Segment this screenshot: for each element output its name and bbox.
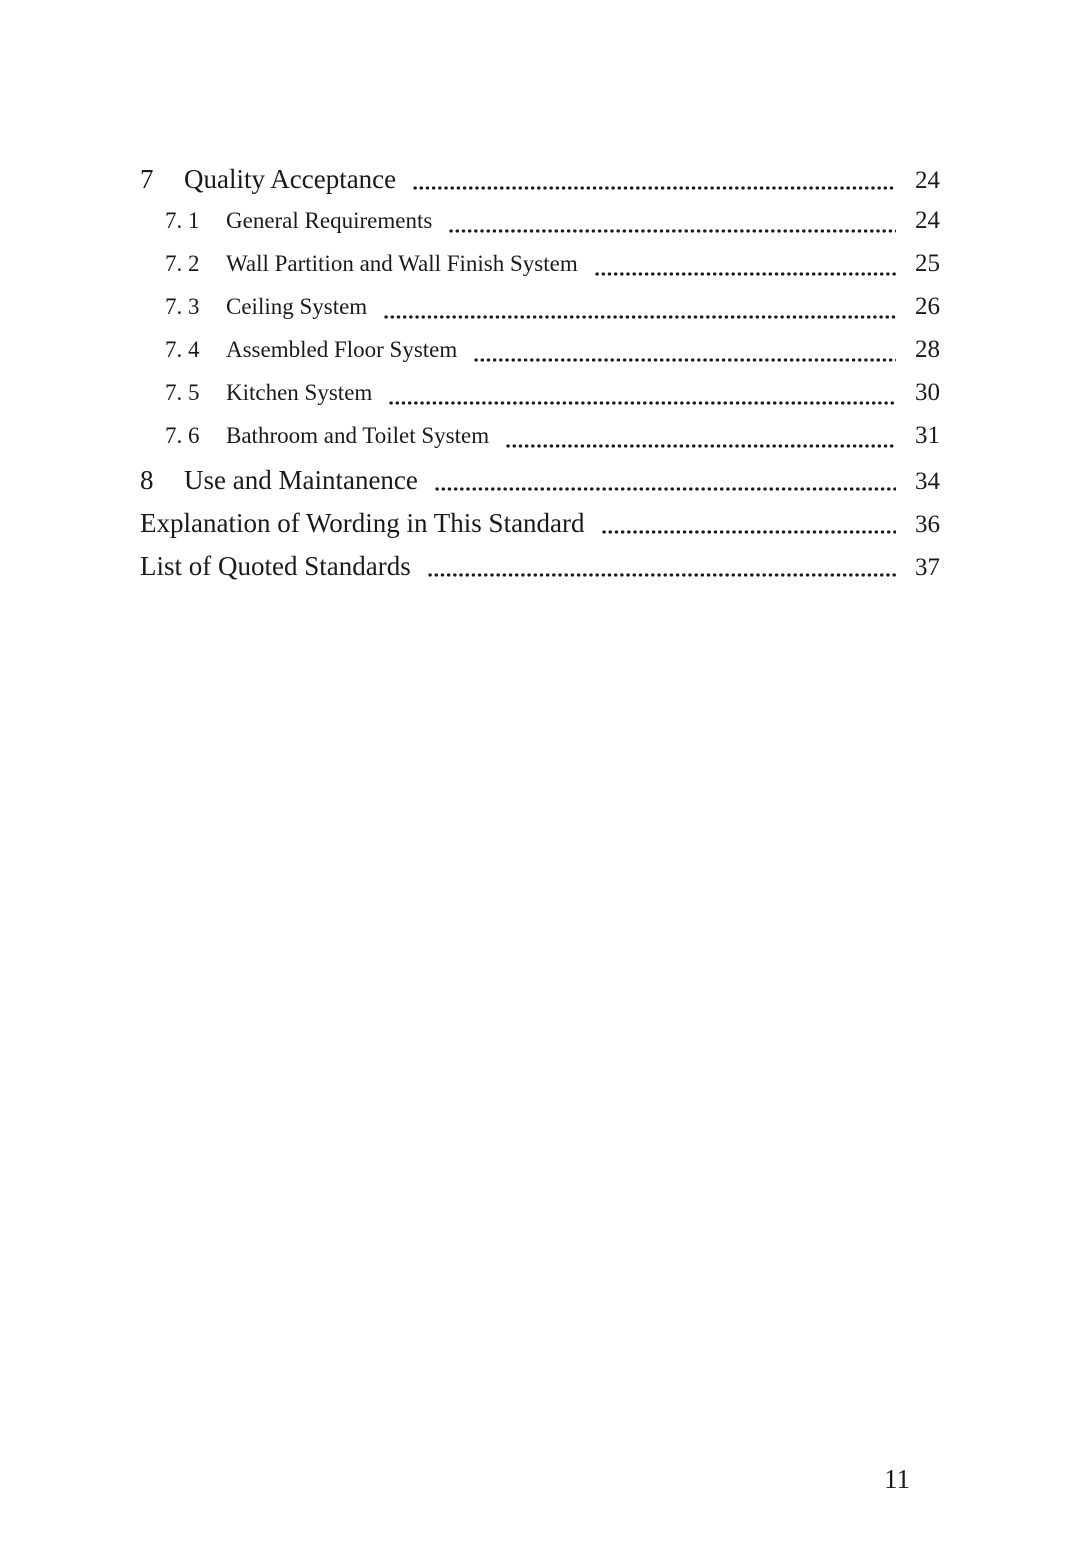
toc-entry-page: 28 [915,336,940,363]
toc-entry-page: 26 [915,293,940,320]
toc-entry-page: 37 [915,554,940,581]
toc-entry-number: 7. 6 [165,423,200,448]
toc-entry-page: 36 [915,511,940,538]
page-number: 11 [884,1464,910,1494]
toc-entry-title: Ceiling System [226,294,368,319]
dot-leader [427,573,896,577]
dot-leader [601,530,896,534]
toc-entry-number: 7. 5 [165,380,200,405]
toc-entry-page: 24 [915,167,940,194]
toc-entry-page: 24 [915,207,940,234]
toc-entry-title: Use and Maintanence [184,465,418,495]
dot-leader [388,401,896,405]
dot-leader [434,487,896,491]
toc-entry-title: Explanation of Wording in This Standard [140,508,585,538]
toc-entry-number: 7. 2 [165,251,200,276]
toc-entry-7-3[interactable] [140,293,940,336]
toc-entry-title: Wall Partition and Wall Finish System [226,251,578,276]
toc-entry-number: 7. 3 [165,294,200,319]
dot-leader [505,444,896,448]
dot-leader [383,315,896,319]
toc-entry-title: General Requirements [226,208,433,233]
toc-entry-number: 7. 1 [165,208,200,233]
toc-entry-page: 25 [915,250,940,277]
toc-entry-number: 8 [140,465,154,495]
table-of-contents [140,164,940,594]
dot-leader [412,186,896,190]
toc-entry-title: List of Quoted Standards [140,551,411,581]
toc-entry-8[interactable] [140,465,940,508]
dot-leader [473,358,896,362]
toc-entry-7-1[interactable] [140,207,940,250]
toc-entry-7[interactable] [140,164,940,207]
toc-entry-7-5[interactable] [140,379,940,422]
toc-entry-list-of-quoted-standards[interactable] [140,551,940,594]
toc-entry-explanation-of-wording[interactable] [140,508,940,551]
toc-entry-number: 7. 4 [165,337,200,362]
toc-entry-page: 31 [915,422,940,449]
toc-entry-title: Assembled Floor System [226,337,458,362]
toc-entry-title: Quality Acceptance [184,164,397,194]
toc-entry-page: 30 [915,379,940,406]
toc-entry-7-4[interactable] [140,336,940,379]
dot-leader [448,229,896,233]
toc-entry-title: Bathroom and Toilet System [226,423,490,448]
toc-entry-page: 34 [915,468,940,495]
toc-entry-7-2[interactable] [140,250,940,293]
toc-entry-title: Kitchen System [226,380,373,405]
dot-leader [594,272,896,276]
toc-entry-7-6[interactable] [140,422,940,465]
toc-entry-number: 7 [140,164,154,194]
